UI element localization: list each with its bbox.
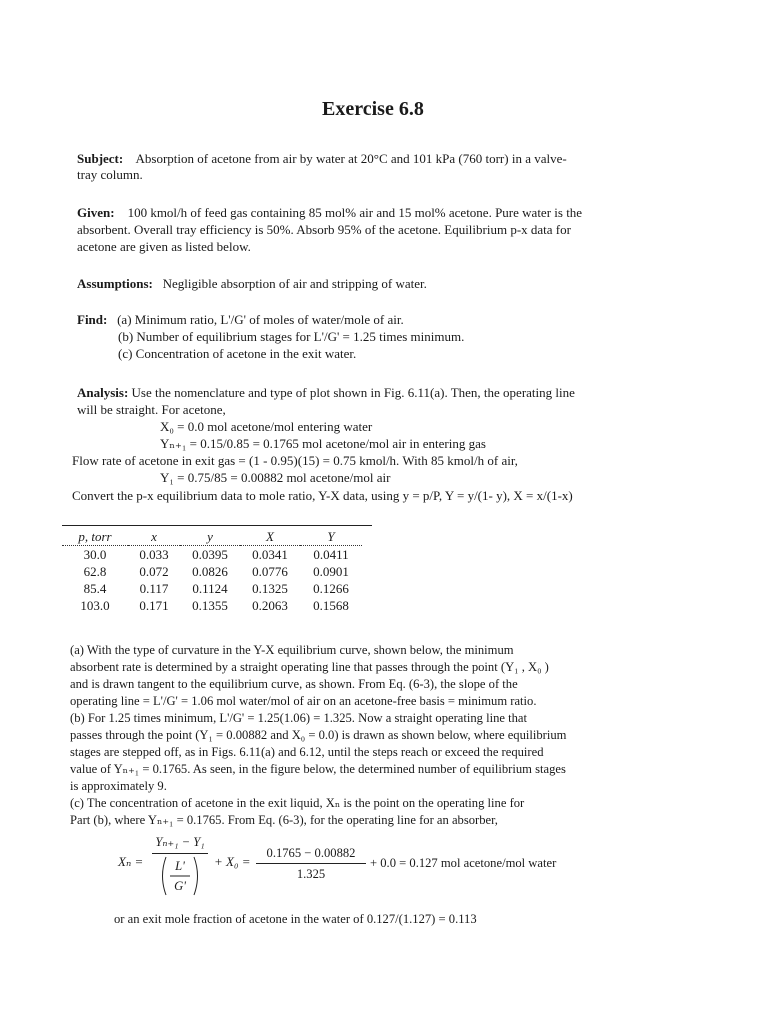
analysis-convert: Convert the p-x equilibrium data to mole ratio, Y-X data, using y = p/P, Y = y/(1- y), X = x/(1-x)	[72, 488, 573, 503]
find-line-a	[77, 311, 404, 328]
assumptions-text: Negligible absorption of air and stripping of water.	[162, 276, 427, 291]
part-b-line-5: is approximately 9.	[70, 779, 167, 793]
subject-text-1: Absorption of acetone from air by water at 20°C and 101 kPa (760 torr) in a valve-	[135, 151, 567, 166]
analysis-flow: Flow rate of acetone in exit gas = (1 - 0.95)(15) = 0.75 kmol/h. With 85 kmol/h of air,	[72, 453, 518, 468]
subject-label: Subject:	[77, 151, 124, 166]
equilibrium-table	[62, 528, 362, 614]
equation-lg-bottom: G'	[174, 879, 186, 893]
find-label: Find:	[77, 312, 108, 327]
analysis-text-2: will be straight. For acetone,	[77, 402, 226, 417]
table-header-cell: Y	[300, 528, 362, 546]
table-cell: 85.4	[83, 580, 107, 596]
part-b-line-4: value of Yₙ₊₁ = 0.1765. As seen, in the figure below, the determined number of equilibrium stages	[70, 762, 566, 776]
analysis-text-1: Use the nomenclature and type of plot shown in Fig. 6.11(a). Then, the operating line	[131, 385, 575, 400]
part-b-line-2: passes through the point (Y₁ = 0.00882 and X₀ = 0.0) is drawn as shown below, where equilibrium	[70, 728, 567, 742]
table-header-cell: p, torr	[62, 528, 128, 546]
table-cell: 0.171	[139, 597, 169, 613]
table-header-cell: y	[180, 528, 240, 546]
table-row	[62, 563, 362, 580]
table-cell: 0.0901	[313, 563, 349, 579]
table-cell: 0.2063	[252, 597, 288, 613]
equation-frac1-bar	[152, 853, 208, 854]
table-cell: 30.0	[83, 546, 107, 562]
table-cell: 0.1568	[313, 597, 349, 613]
part-b-line-1: (b) For 1.25 times minimum, L'/G' = 1.25(1.06) = 1.325. Now a straight operating line that	[70, 711, 528, 725]
equation-frac2-bar	[256, 863, 366, 864]
table-cell: 0.1266	[313, 580, 349, 596]
equation-frac1-numerator: Yₙ₊₁ − Y₁	[155, 835, 205, 849]
equation-plus-x0: + X₀ =	[214, 854, 251, 869]
given-text-2: absorbent. Overall tray efficiency is 50%. Absorb 95% of the acetone. Equilibrium p-x data for	[77, 222, 571, 237]
table-cell: 0.1355	[192, 597, 228, 613]
find-a: (a) Minimum ratio, L'/G' of moles of water/mole of air.	[117, 312, 404, 327]
given-line-1	[77, 204, 582, 221]
table-top-rule	[62, 525, 372, 526]
given-label: Given:	[77, 205, 115, 220]
given-text-1: 100 kmol/h of feed gas containing 85 mol% air and 15 mol% acetone. Pure water is the	[127, 205, 583, 220]
table-row	[62, 546, 362, 564]
table-row	[62, 580, 362, 597]
assumptions-label: Assumptions:	[77, 276, 153, 291]
table-cell: 0.033	[139, 546, 169, 562]
analysis-line-1	[77, 384, 575, 401]
part-c-line-1: (c) The concentration of acetone in the exit liquid, Xₙ is the point on the operating line for	[70, 796, 525, 810]
table-header-cell: X	[240, 528, 300, 546]
table-row	[62, 597, 362, 614]
table-cell: 0.0395	[192, 546, 228, 562]
analysis-yn1: Yₙ₊₁ = 0.15/0.85 = 0.1765 mol acetone/mol air in entering gas	[160, 436, 486, 451]
table-cell: 0.0826	[192, 563, 228, 579]
subject-line-1	[77, 150, 567, 167]
equation-lhs: Xₙ =	[118, 854, 144, 869]
equation-frac2-denominator: 1.325	[296, 867, 326, 881]
analysis-y1: Y₁ = 0.75/85 = 0.00882 mol acetone/mol air	[160, 470, 391, 485]
table-cell: 62.8	[83, 563, 107, 579]
equation-lg-top: L'	[175, 859, 185, 873]
table-cell: 103.0	[80, 597, 110, 613]
table-cell: 0.0341	[252, 546, 288, 562]
part-a-line-3: and is drawn tangent to the equilibrium curve, as shown. From Eq. (6-3), the slope of the	[70, 677, 518, 691]
given-text-3: acetone are given as listed below.	[77, 239, 251, 254]
table-cell: 0.072	[139, 563, 169, 579]
part-c-line-2: Part (b), where Yₙ₊₁ = 0.1765. From Eq. (6-3), for the operating line for an absorber,	[70, 813, 498, 827]
subject-text-2: tray column.	[77, 167, 143, 182]
table-header-cell: x	[128, 528, 180, 546]
find-c: (c) Concentration of acetone in the exit water.	[118, 346, 357, 361]
table-header-row	[62, 528, 362, 546]
equation-frac2-numerator: 0.1765 − 0.00882	[266, 846, 356, 860]
table-cell: 0.1325	[252, 580, 288, 596]
exercise-title: Exercise 6.8	[322, 98, 424, 120]
table-cell: 0.117	[139, 580, 169, 596]
assumptions-line	[77, 275, 427, 292]
table-cell: 0.0776	[252, 563, 288, 579]
find-b: (b) Number of equilibrium stages for L'/G' = 1.25 times minimum.	[118, 329, 465, 344]
analysis-label: Analysis:	[77, 385, 129, 400]
part-a-line-4: operating line = L'/G' = 1.06 mol water/mol of air on an acetone-free basis = minimum ratio.	[70, 694, 537, 708]
equation-tail: + 0.0 = 0.127 mol acetone/mol water	[370, 856, 557, 870]
part-a-line-2: absorbent rate is determined by a straight operating line that passes through the point (Y₁ , X₀ )	[70, 660, 549, 674]
table-cell: 0.1124	[192, 580, 228, 596]
part-b-line-3: stages are stepped off, as in Figs. 6.11(a) and 6.12, until the steps reach or exceed the required	[70, 745, 544, 759]
table-cell: 0.0411	[313, 546, 349, 562]
analysis-x0: X₀ = 0.0 mol acetone/mol entering water	[160, 419, 373, 434]
final-line: or an exit mole fraction of acetone in the water of 0.127/(1.127) = 0.113	[114, 912, 477, 926]
part-a-line-1: (a) With the type of curvature in the Y-X equilibrium curve, shown below, the minimum	[70, 643, 514, 657]
